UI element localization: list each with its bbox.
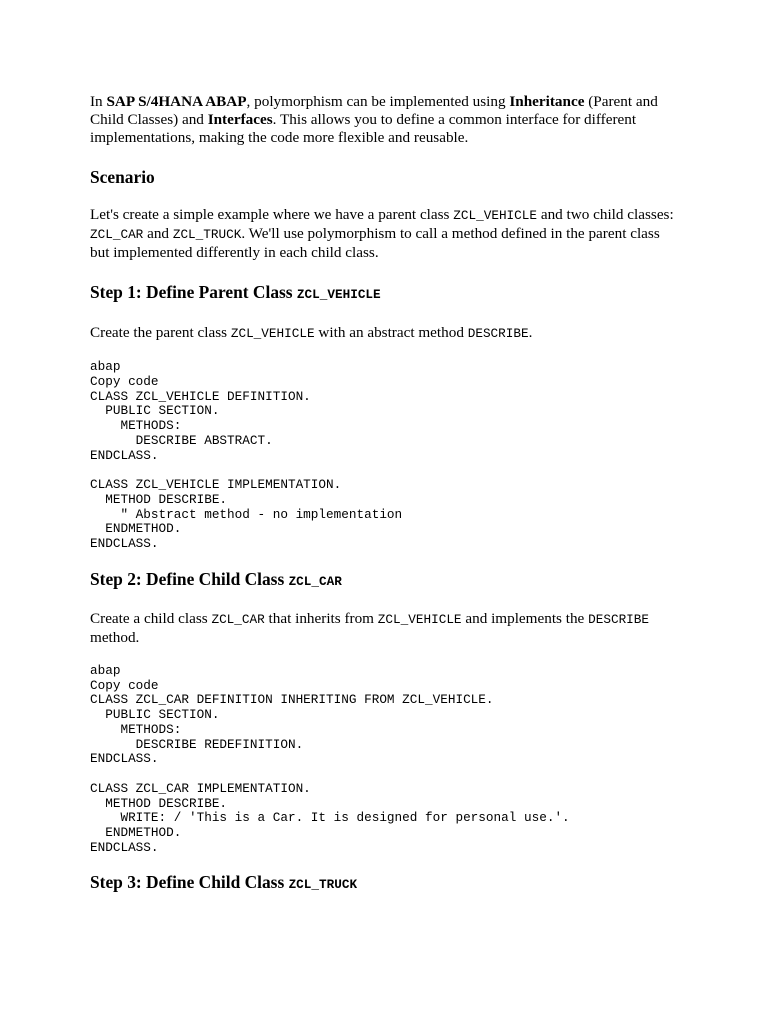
scenario-paragraph [90,206,680,262]
intro-text-4: . This allows you to define a common interface for different implementations, making the code more flexible and reusable. [90,111,637,146]
code-line: ENDCLASS. [90,536,159,551]
code-line: ENDMETHOD. [90,521,182,537]
code-line: PUBLIC SECTION. [90,403,220,419]
copy-code-label: Copy code [90,373,159,389]
scenario-code-car: ZCL_CAR [90,227,144,242]
scenario-heading: Scenario [90,167,155,187]
code-line [90,767,680,782]
code-line: METHODS: [90,418,182,433]
code-line: CLASS ZCL_VEHICLE DEFINITION. [90,388,311,404]
copy-code-label: Copy code [90,677,159,693]
step2-heading [90,569,680,592]
step2-code-car: ZCL_CAR [211,611,265,627]
step1-code-describe: DESCRIBE [467,326,529,341]
intro-bold-interfaces: Interfaces [207,111,273,128]
intro-text-2: , polymorphism can be implemented using [246,93,510,110]
step2-code-vehicle: ZCL_VEHICLE [377,611,462,627]
step2-heading-text: Step 2: Define Child Class [90,568,289,589]
code-line: METHODS: [90,721,182,737]
step1-text-3: . [528,324,533,341]
intro-bold-sap: SAP S/4HANA ABAP [106,93,247,110]
scenario-text-3: and [143,225,173,242]
code-block-car [90,664,680,856]
intro-text-1: In [90,93,107,110]
code-line: CLASS ZCL_VEHICLE IMPLEMENTATION. [90,477,342,492]
code-line: abap [90,359,121,374]
step3-heading-code: ZCL_TRUCK [288,876,358,892]
code-line: WRITE: / 'This is a Car. It is designed for personal use.'. [90,810,570,826]
code-line: ENDCLASS. [90,751,159,767]
code-line: " Abstract method - no implementation [90,506,403,522]
code-line: ENDCLASS. [90,839,159,855]
intro-paragraph [90,93,680,147]
step1-heading [90,282,680,305]
step2-heading-code: ZCL_CAR [288,573,342,589]
step3-heading-text: Step 3: Define Child Class [90,871,289,892]
intro-text-3: (Parent and Child Classes) and [90,93,658,128]
scenario-code-vehicle: ZCL_VEHICLE [453,208,538,223]
code-line: METHOD DESCRIBE. [90,795,228,811]
step1-heading-text: Step 1: Define Parent Class [90,282,297,302]
step1-text-1: Create the parent class [90,324,231,341]
code-line: DESCRIBE REDEFINITION. [90,736,304,752]
step2-text-4: method. [90,628,140,646]
code-line: ENDMETHOD. [90,825,182,840]
scenario-text-2: and two child classes: [537,206,674,223]
document-page [90,93,680,895]
code-line: PUBLIC SECTION. [90,707,220,722]
step2-text-2: that inherits from [264,609,378,627]
code-line: DESCRIBE ABSTRACT. [90,432,273,448]
step1-heading-code: ZCL_VEHICLE [296,287,381,302]
step2-code-describe: DESCRIBE [588,611,650,627]
code-line: abap [90,662,121,678]
step2-paragraph [90,610,680,647]
code-line: CLASS ZCL_CAR DEFINITION INHERITING FROM ZCL_VEHICLE. [90,692,494,708]
code-line: ENDCLASS. [90,447,159,463]
scenario-text-1: Let's create a simple example where we have a parent class [90,206,454,223]
code-line: METHOD DESCRIBE. [90,491,228,507]
step3-heading [90,872,680,895]
step1-text-2: with an abstract method [314,324,468,341]
code-block-vehicle [90,360,680,552]
step2-text-3: and implements the [461,609,589,627]
code-line [90,463,680,478]
step1-paragraph [90,324,680,343]
scenario-text-4: . We'll use polymorphism to call a method defined in the parent class but implemented differently in each child class. [90,225,660,261]
step2-text-1: Create a child class [90,609,212,627]
scenario-code-truck: ZCL_TRUCK [172,227,242,242]
code-line: CLASS ZCL_CAR IMPLEMENTATION. [90,780,311,796]
step1-code-vehicle: ZCL_VEHICLE [230,326,315,341]
intro-bold-inheritance: Inheritance [509,93,585,110]
